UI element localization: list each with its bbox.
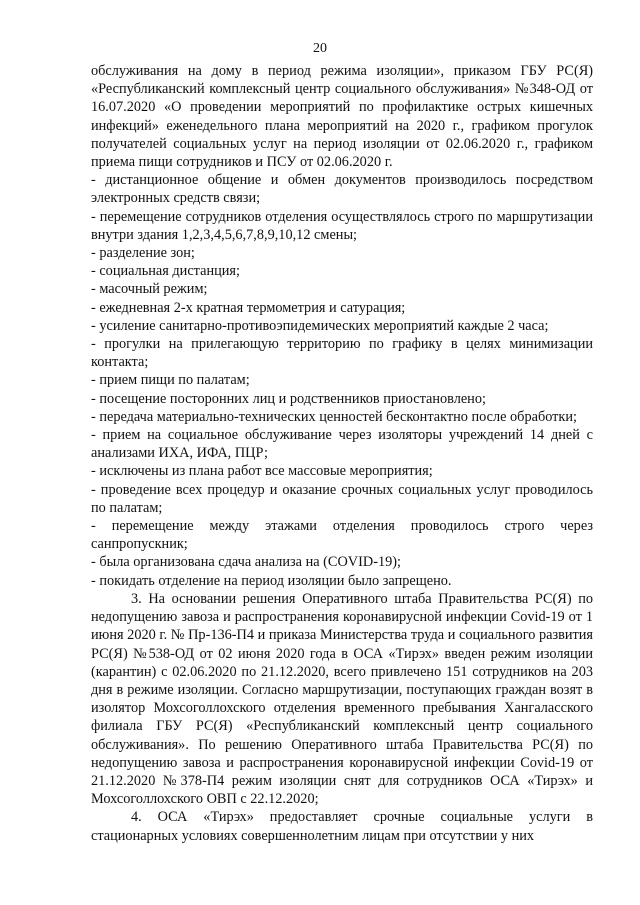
list-item: - дистанционное общение и обмен документов производилось посредством электронных средств связи; — [91, 172, 593, 207]
list-item: - перемещение между этажами отделения проводилось строго через санпропускник; — [91, 518, 593, 553]
numbered-paragraph-4: 4. ОСА «Тирэх» предоставляет срочные социальные услуги в стационарных условиях совершеннолетним лицам при отсутствии у них — [91, 809, 593, 844]
list-item: - усиление санитарно-противоэпидемических мероприятий каждые 2 часа; — [91, 317, 549, 334]
list-item: - прием пищи по палатам; — [91, 372, 250, 389]
list-item: - исключены из плана работ все массовые мероприятия; — [91, 463, 433, 480]
list-item: - перемещение сотрудников отделения осуществлялось строго по маршрутизации внутри здания 1,2,3,4,5,6,7,8,9,10,12 смены; — [91, 208, 593, 243]
list-item: - масочный режим; — [91, 281, 208, 298]
list-item: - социальная дистанция; — [91, 263, 240, 280]
list-item: - прогулки на прилегающую территорию по графику в целях минимизации контакта; — [91, 336, 593, 371]
list-item: - посещение посторонних лиц и родственников приостановлено; — [91, 390, 486, 407]
numbered-paragraph-3: 3. На основании решения Оперативного штаба Правительства РС(Я) по недопущению завоза и распространения коронавирусной инфекции Covid-19 от 1 июня 2020 г. № Пр-136-П4 и приказа Министерства труда и социального развития РС(Я) №538-ОД от 02 июня 2020 года в ОСА «Тирэх» введен режим изоляции (карантин) с 02.06.2020 по 21.12.2020, всего привлечено 151 сотрудников на 203 дня в режиме изоляции. Согласно маршрутизации, поступающих граждан возят в изолятор Мохсоголлохского отделения временного пребывания Хангаласского филиала ГБУ РС(Я) «Республиканский комплексный центр социального обслуживания». По решению Оперативного штаба Правительства РС(Я) по недопущению завоза и распространения коронавирусной инфекции Covid-19 от 21.12.2020 №378-П4 режим изоляции снят для сотрудников ОСА «Тирэх» и Мохсоголлохского ОВП с 22.12.2020; — [91, 590, 593, 808]
list-item: - была организована сдача анализа на (COVID-19); — [91, 554, 401, 571]
page-number: 20 — [313, 41, 327, 56]
list-item: - прием на социальное обслуживание через изоляторы учреждений 14 дней с анализами ИХА, ИФА, ПЦР; — [91, 427, 593, 462]
list-item: - покидать отделение на период изоляции было запрещено. — [91, 572, 452, 589]
list-item: - разделение зон; — [91, 245, 195, 262]
list-item: - передача материально-технических ценностей бесконтактно после обработки; — [91, 408, 578, 425]
paragraph-intro: обслуживания на дому в период режима изоляции», приказом ГБУ РС(Я) «Республиканский комплексный центр социального обслуживания» №348-ОД от 16.07.2020 «О проведении мероприятий по профилактике острых кишечных инфекций» еженедельного плана мероприятий на 2020 г., графиком прогулок получателей социальных услуг на период изоляции от 02.06.2020 г., графиком приема пищи сотрудников и ПСУ от 02.06.2020 г. — [91, 63, 593, 171]
list-item: - проведение всех процедур и оказание срочных социальных услуг проводилось по палатам; — [91, 481, 593, 516]
page-body — [91, 62, 593, 845]
list-item: - ежедневная 2-х кратная термометрия и сатурация; — [91, 299, 406, 316]
